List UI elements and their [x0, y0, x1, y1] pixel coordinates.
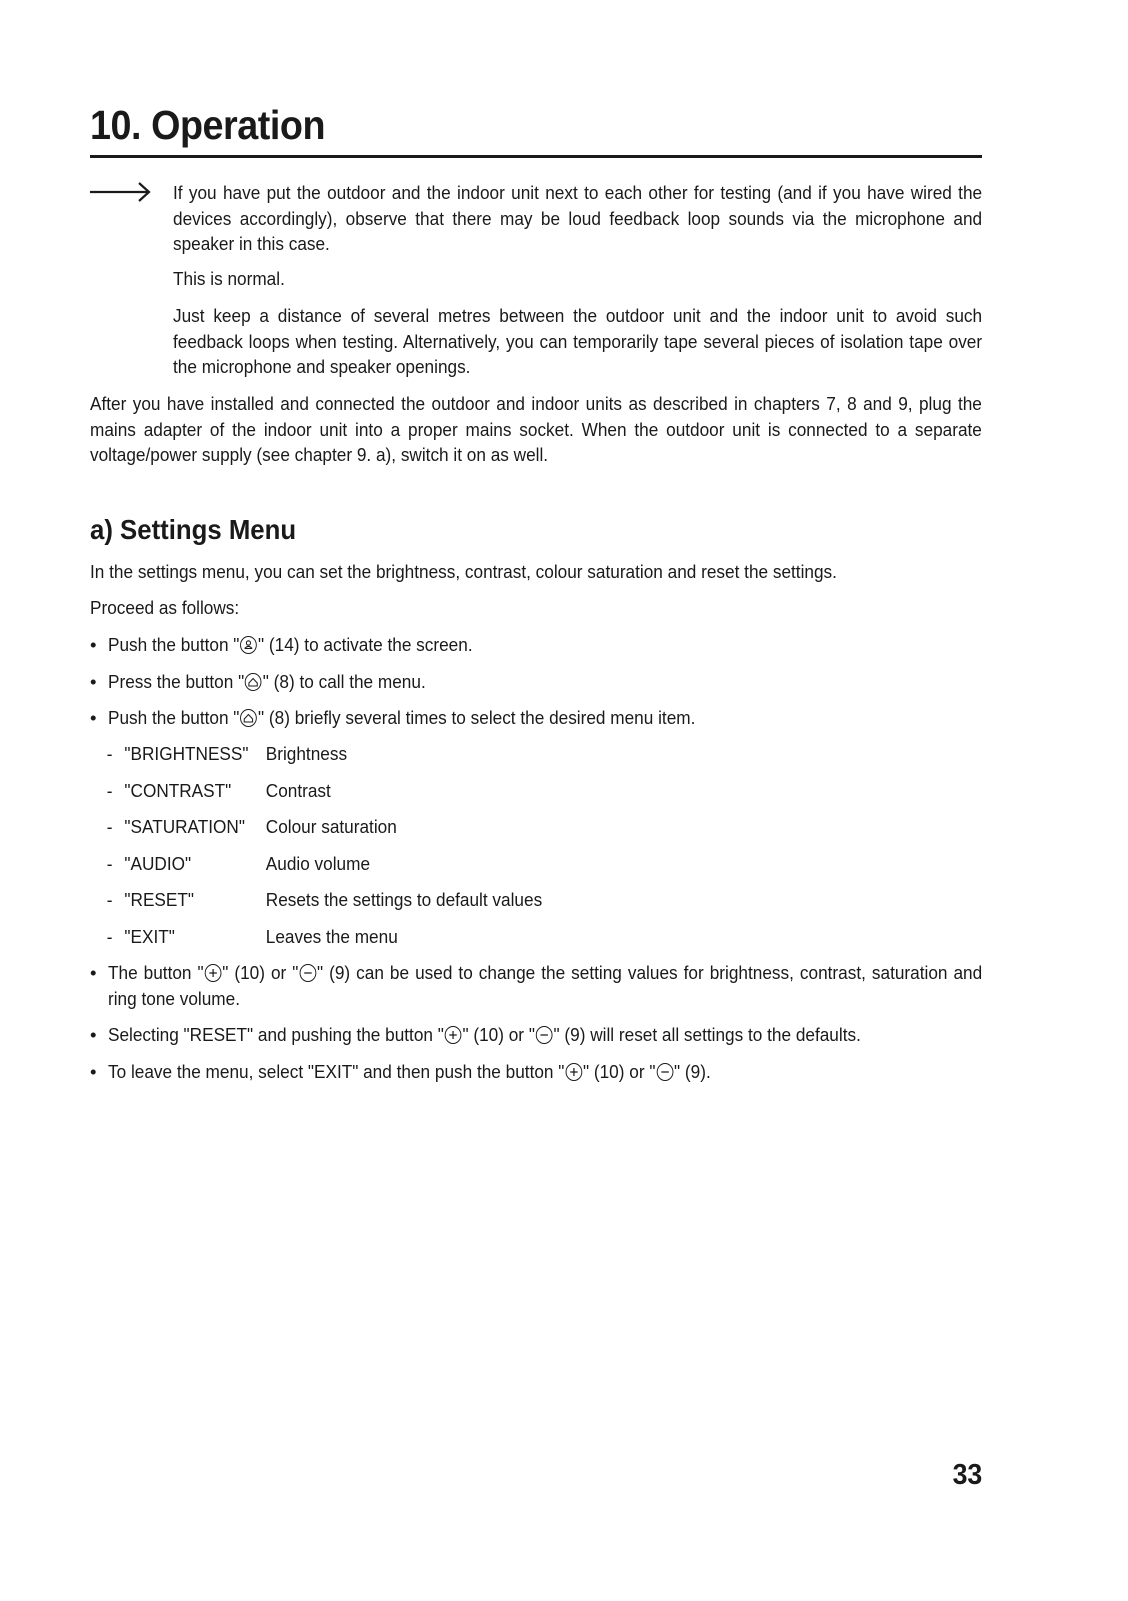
step-text: " (10) or ": [462, 1024, 535, 1045]
step-text: " (8) briefly several times to select the desired menu item.: [258, 707, 696, 728]
step-text: Selecting "RESET" and pushing the button ": [108, 1024, 444, 1045]
option-value: Brightness: [265, 743, 348, 764]
note-distance-wrap: [173, 303, 982, 380]
bullet: •: [90, 1024, 97, 1045]
step-text: Press the button ": [108, 671, 245, 692]
note-paragraph: Just keep a distance of several metres between the outdoor unit and the indoor unit to avoid such feedback loops when testing. Alternatively, you can temporarily tape several pieces of isolation tape over the microphone and speaker openings.: [173, 305, 983, 377]
bullet: •: [90, 634, 97, 655]
note-block: [173, 180, 982, 257]
option-key: "SATURATION": [124, 816, 245, 837]
dash: -: [106, 743, 113, 764]
page-title: 10. Operation: [90, 102, 326, 148]
minus-button-icon: [656, 1063, 673, 1081]
option-value: Audio volume: [265, 853, 371, 874]
option-value: Resets the settings to default values: [265, 889, 543, 910]
bullet: •: [90, 671, 97, 692]
dash: -: [106, 780, 113, 801]
arrow-right-icon: [90, 180, 152, 204]
list-item-text: [108, 960, 982, 1011]
section-intro-wrap: [90, 559, 982, 585]
dash: -: [106, 889, 113, 910]
option-value: Leaves the menu: [265, 926, 398, 947]
note-paragraph: If you have put the outdoor and the indoor unit next to each other for testing (and if you have wired the devices accordingly), observe that there may be loud feedback loop sounds via the microphone and speaker in this case.: [173, 182, 983, 254]
list-item-text: [108, 705, 982, 731]
page-number: 33: [952, 1459, 982, 1491]
step-text: " (9) will reset all settings to the defaults.: [553, 1024, 861, 1045]
bullet: •: [90, 962, 97, 983]
option-value: Contrast: [265, 780, 331, 801]
option-key: "CONTRAST": [124, 780, 232, 801]
dash: -: [106, 816, 113, 837]
bullet: •: [90, 707, 97, 728]
document-page: [90, 0, 982, 1601]
step-text: " (9).: [674, 1061, 711, 1082]
dash: -: [106, 926, 113, 947]
proceed-text: Proceed as follows:: [90, 597, 240, 618]
step-text: " (10) or ": [582, 1061, 656, 1082]
dash: -: [106, 853, 113, 874]
list-item-text: [108, 1022, 982, 1048]
intro-paragraph: After you have installed and connected the outdoor and indoor units as described in chapters 7, 8 and 9, plug the mains adapter of the indoor unit into a proper mains socket. When the outdoor unit is connected to a separate voltage/power supply (see chapter 9. a), switch it on as well.: [90, 393, 982, 465]
minus-button-icon: [536, 1026, 553, 1044]
monitor-button-icon: [240, 636, 257, 654]
step-text: " (9) can be used to change the setting values for brightness, contrast, saturation and ring tone volume.: [108, 962, 983, 1009]
option-key: "AUDIO": [124, 853, 192, 874]
option-key: "EXIT": [124, 926, 175, 947]
step-text: The button ": [108, 962, 204, 983]
option-value: Colour saturation: [265, 816, 397, 837]
list-item-text: [108, 669, 982, 695]
menu-button-icon: [245, 673, 262, 691]
plus-button-icon: [565, 1063, 582, 1081]
plus-button-icon: [445, 1026, 462, 1044]
step-text: " (10) or ": [222, 962, 299, 983]
option-key: "RESET": [124, 889, 195, 910]
section-intro: In the settings menu, you can set the brightness, contrast, colour saturation and reset the settings.: [90, 561, 837, 582]
list-item-text: [108, 1059, 982, 1085]
step-text: " (8) to call the menu.: [262, 671, 426, 692]
proceed-wrap: [90, 595, 982, 621]
section-heading: a) Settings Menu: [90, 514, 297, 545]
intro-paragraph-wrap: [90, 391, 982, 468]
plus-button-icon: [205, 964, 222, 982]
note-normal-wrap: [173, 266, 982, 292]
bullet: •: [90, 1061, 97, 1082]
note-paragraph: This is normal.: [173, 268, 285, 289]
step-text: Push the button ": [108, 634, 240, 655]
minus-button-icon: [299, 964, 316, 982]
step-text: To leave the menu, select "EXIT" and then push the button ": [108, 1061, 565, 1082]
list-item-text: [108, 632, 982, 658]
title-rule: [90, 155, 982, 158]
step-text: " (14) to activate the screen.: [258, 634, 473, 655]
option-key: "BRIGHTNESS": [124, 743, 249, 764]
step-text: Push the button ": [108, 707, 240, 728]
menu-button-icon: [240, 709, 257, 727]
